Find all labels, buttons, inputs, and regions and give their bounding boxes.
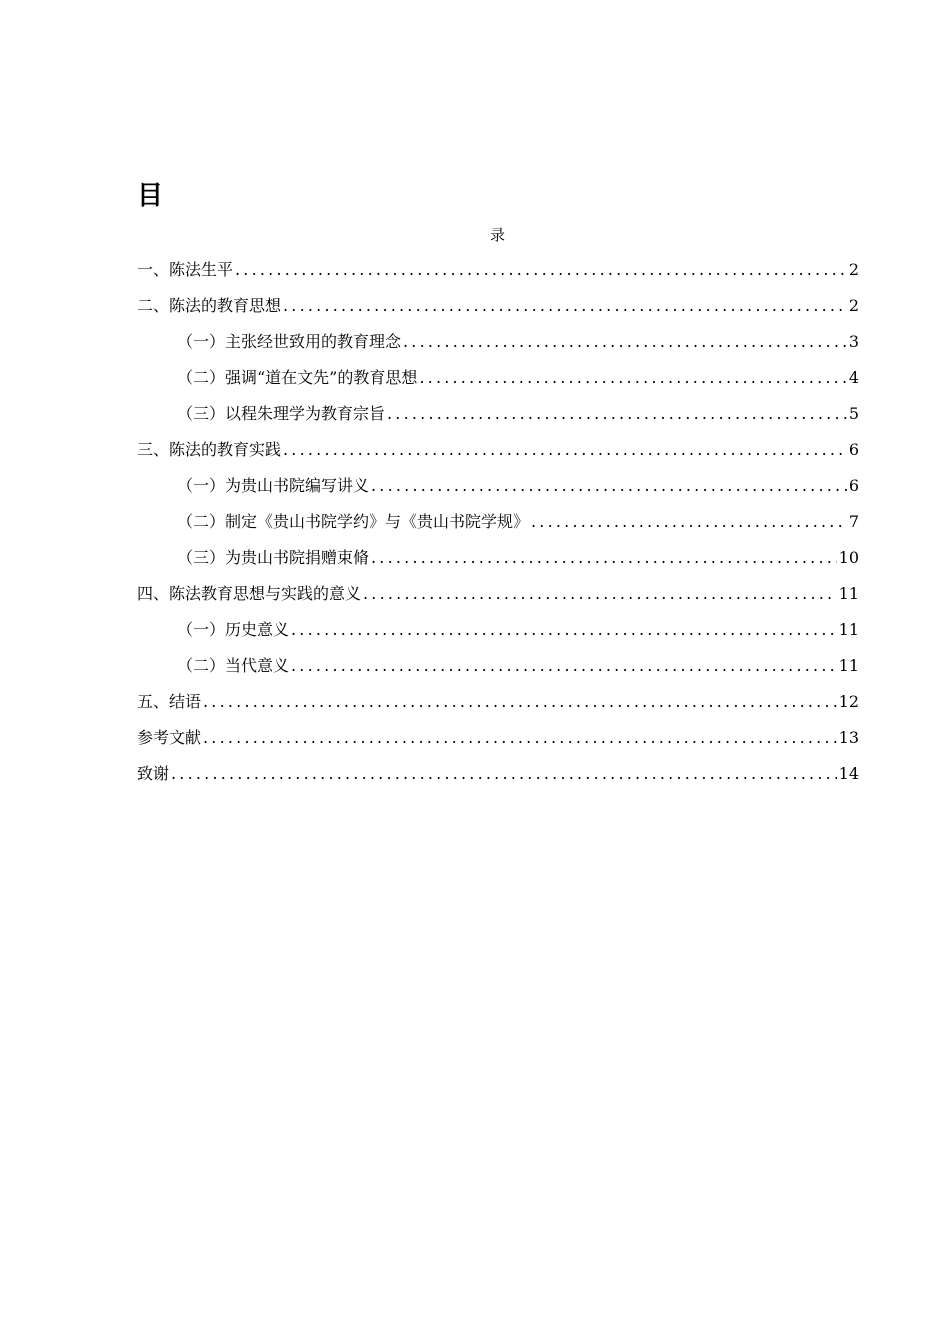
toc-leader-dots bbox=[371, 474, 847, 498]
toc-entry-page: 14 bbox=[838, 764, 859, 783]
toc-leader-dots bbox=[291, 618, 837, 642]
toc-entry-page: 7 bbox=[848, 512, 859, 531]
toc-entry-page: 4 bbox=[848, 368, 859, 387]
toc-leader-dots bbox=[291, 654, 837, 678]
toc-entry[interactable] bbox=[137, 438, 859, 474]
toc-entry-label: 四、陈法教育思想与实践的意义 bbox=[137, 584, 362, 603]
toc-entry-label: 五、结语 bbox=[137, 692, 202, 711]
toc-title-second-char: 录 bbox=[489, 226, 505, 244]
toc-leader-dots bbox=[403, 330, 847, 354]
toc-leader-dots bbox=[371, 546, 837, 570]
toc-entry-label: 三、陈法的教育实践 bbox=[137, 440, 282, 459]
toc-leader-dots bbox=[419, 366, 846, 390]
toc-subentry[interactable] bbox=[137, 510, 859, 546]
toc-entry-page: 6 bbox=[848, 476, 859, 495]
toc-leader-dots bbox=[283, 438, 847, 462]
toc-entry-label: 致谢 bbox=[137, 764, 170, 783]
toc-subentry[interactable] bbox=[137, 330, 859, 366]
toc-entry-page: 12 bbox=[838, 692, 859, 711]
toc-entry-page: 13 bbox=[838, 728, 859, 747]
toc-entry[interactable] bbox=[137, 690, 859, 726]
toc-subentry[interactable] bbox=[137, 402, 859, 438]
toc-leader-dots bbox=[363, 582, 837, 606]
toc-entry[interactable] bbox=[137, 582, 859, 618]
table-of-contents bbox=[137, 258, 859, 798]
toc-entry-label: （二）当代意义 bbox=[177, 656, 290, 675]
toc-subentry[interactable] bbox=[137, 654, 859, 690]
toc-entry-label: （二）强调“道在文先”的教育思想 bbox=[177, 368, 418, 387]
toc-leader-dots bbox=[203, 726, 837, 750]
toc-entry-label: 参考文献 bbox=[137, 728, 202, 747]
toc-subentry[interactable] bbox=[137, 474, 859, 510]
toc-entry[interactable] bbox=[137, 258, 859, 294]
toc-entry-label: （二）制定《贵山书院学约》与《贵山书院学规》 bbox=[177, 512, 530, 531]
toc-leader-dots bbox=[283, 294, 847, 318]
toc-leader-dots bbox=[387, 402, 847, 426]
toc-entry-page: 3 bbox=[848, 332, 859, 351]
toc-leader-dots bbox=[235, 258, 847, 282]
toc-entry-page: 6 bbox=[848, 440, 859, 459]
toc-entry-page: 5 bbox=[848, 404, 859, 423]
toc-entry-page: 2 bbox=[848, 296, 859, 315]
toc-entry-label: （三）为贵山书院捐赠束脩 bbox=[177, 548, 370, 567]
toc-leader-dots bbox=[171, 762, 837, 786]
toc-subentry[interactable] bbox=[137, 546, 859, 582]
toc-entry[interactable] bbox=[137, 294, 859, 330]
toc-leader-dots bbox=[203, 690, 837, 714]
toc-subentry[interactable] bbox=[137, 618, 859, 654]
toc-entry-label: （一）为贵山书院编写讲义 bbox=[177, 476, 370, 495]
toc-entry-label: （一）主张经世致用的教育理念 bbox=[177, 332, 402, 351]
toc-entry-page: 11 bbox=[838, 656, 859, 675]
toc-entry-label: 一、陈法生平 bbox=[137, 260, 234, 279]
toc-entry-page: 11 bbox=[838, 584, 859, 603]
toc-entry-page: 10 bbox=[838, 548, 859, 567]
toc-entry-label: 二、陈法的教育思想 bbox=[137, 296, 282, 315]
toc-entry[interactable] bbox=[137, 762, 859, 798]
toc-title-first-char: 目 bbox=[137, 181, 164, 211]
toc-entry-page: 2 bbox=[848, 260, 859, 279]
toc-entry-label: （一）历史意义 bbox=[177, 620, 290, 639]
toc-entry-page: 11 bbox=[838, 620, 859, 639]
toc-entry-label: （三）以程朱理学为教育宗旨 bbox=[177, 404, 386, 423]
toc-leader-dots bbox=[531, 510, 847, 534]
toc-subentry[interactable] bbox=[137, 366, 859, 402]
toc-entry[interactable] bbox=[137, 726, 859, 762]
